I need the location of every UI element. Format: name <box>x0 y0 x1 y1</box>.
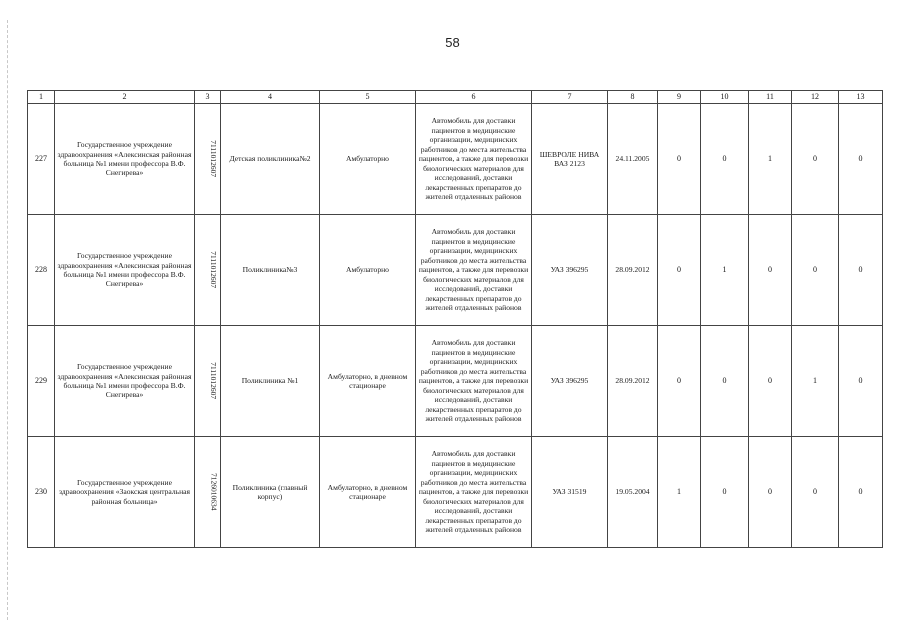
unit-cell: Поликлиника №1 <box>221 326 320 437</box>
date-cell: 19.05.2004 <box>608 437 658 548</box>
count-cell-11: 0 <box>749 437 792 548</box>
page-number: 58 <box>445 35 460 50</box>
institution-cell: Государственное учреждение здравоохранения «Алексинская районная больница №1 имени профессора В.Ф. Снегирева» <box>55 104 195 215</box>
count-cell-12: 0 <box>792 104 839 215</box>
count-cell-13: 0 <box>839 437 883 548</box>
code-cell <box>195 104 221 215</box>
count-cell-10: 0 <box>701 326 749 437</box>
column-number-cell: 12 <box>792 91 839 104</box>
purpose-cell: Автомобиль для доставки пациентов в медицинские организации, медицинских работников до места жительства пациентов, а также для перевозки биологических материалов для исследований, доставки лекарственных препаратов до жителей отдаленных районов <box>416 104 532 215</box>
code-text: 7111012607 <box>209 362 219 400</box>
row-number-cell: 228 <box>28 215 55 326</box>
column-number-cell: 2 <box>55 91 195 104</box>
count-cell-11: 0 <box>749 326 792 437</box>
count-cell-9: 0 <box>658 215 701 326</box>
vehicle-cell: УАЗ 396295 <box>532 326 608 437</box>
column-number-row <box>28 91 883 104</box>
institution-cell: Государственное учреждение здравоохранения «Алексинская районная больница №1 имени профессора В.Ф. Снегирева» <box>55 215 195 326</box>
unit-cell: Поликлиника№3 <box>221 215 320 326</box>
code-cell <box>195 326 221 437</box>
count-cell-9: 0 <box>658 326 701 437</box>
vehicle-cell: УАЗ 396295 <box>532 215 608 326</box>
purpose-cell: Автомобиль для доставки пациентов в медицинские организации, медицинских работников до места жительства пациентов, а также для перевозки биологических материалов для исследований, доставки лекарственных препаратов до жителей отдаленных районов <box>416 326 532 437</box>
table-row <box>28 104 883 215</box>
date-cell: 24.11.2005 <box>608 104 658 215</box>
table-body <box>28 91 883 548</box>
code-text: 7111012607 <box>209 140 219 178</box>
row-number-cell: 230 <box>28 437 55 548</box>
column-number-cell: 5 <box>320 91 416 104</box>
row-number-cell: 229 <box>28 326 55 437</box>
purpose-cell: Автомобиль для доставки пациентов в медицинские организации, медицинских работников до места жительства пациентов, а также для перевозки биологических материалов для исследований, доставки лекарственных препаратов до жителей отдаленных районов <box>416 437 532 548</box>
column-number-cell: 10 <box>701 91 749 104</box>
table-row <box>28 215 883 326</box>
institution-cell: Государственное учреждение здравоохранения «Заокская центральная районная больница» <box>55 437 195 548</box>
vehicles-table <box>27 90 883 548</box>
column-number-cell: 9 <box>658 91 701 104</box>
code-text: 7111012607 <box>209 251 219 289</box>
code-text: 7126010634 <box>209 473 219 511</box>
count-cell-10: 1 <box>701 215 749 326</box>
count-cell-11: 0 <box>749 215 792 326</box>
count-cell-9: 0 <box>658 104 701 215</box>
care-type-cell: Амбулаторно, в дневном стационаре <box>320 326 416 437</box>
code-cell <box>195 437 221 548</box>
vehicle-cell: УАЗ 31519 <box>532 437 608 548</box>
margin-rule <box>7 20 8 620</box>
column-number-cell: 4 <box>221 91 320 104</box>
table-row <box>28 326 883 437</box>
column-number-cell: 8 <box>608 91 658 104</box>
count-cell-12: 1 <box>792 326 839 437</box>
count-cell-13: 0 <box>839 326 883 437</box>
count-cell-10: 0 <box>701 104 749 215</box>
row-number-cell: 227 <box>28 104 55 215</box>
table-row <box>28 437 883 548</box>
vehicle-cell: ШЕВРОЛЕ НИВА ВАЗ 2123 <box>532 104 608 215</box>
care-type-cell: Амбулаторно <box>320 104 416 215</box>
purpose-cell: Автомобиль для доставки пациентов в медицинские организации, медицинских работников до места жительства пациентов, а также для перевозки биологических материалов для исследований, доставки лекарственных препаратов до жителей отдаленных районов <box>416 215 532 326</box>
care-type-cell: Амбулаторно <box>320 215 416 326</box>
count-cell-12: 0 <box>792 215 839 326</box>
code-cell <box>195 215 221 326</box>
count-cell-13: 0 <box>839 215 883 326</box>
unit-cell: Детская поликлиника№2 <box>221 104 320 215</box>
count-cell-13: 0 <box>839 104 883 215</box>
date-cell: 28.09.2012 <box>608 326 658 437</box>
count-cell-10: 0 <box>701 437 749 548</box>
column-number-cell: 13 <box>839 91 883 104</box>
institution-cell: Государственное учреждение здравоохранения «Алексинская районная больница №1 имени профессора В.Ф. Снегирева» <box>55 326 195 437</box>
care-type-cell: Амбулаторно, в дневном стационаре <box>320 437 416 548</box>
column-number-cell: 11 <box>749 91 792 104</box>
count-cell-9: 1 <box>658 437 701 548</box>
column-number-cell: 6 <box>416 91 532 104</box>
column-number-cell: 1 <box>28 91 55 104</box>
column-number-cell: 3 <box>195 91 221 104</box>
count-cell-12: 0 <box>792 437 839 548</box>
column-number-cell: 7 <box>532 91 608 104</box>
unit-cell: Поликлиника (главный корпус) <box>221 437 320 548</box>
count-cell-11: 1 <box>749 104 792 215</box>
date-cell: 28.09.2012 <box>608 215 658 326</box>
